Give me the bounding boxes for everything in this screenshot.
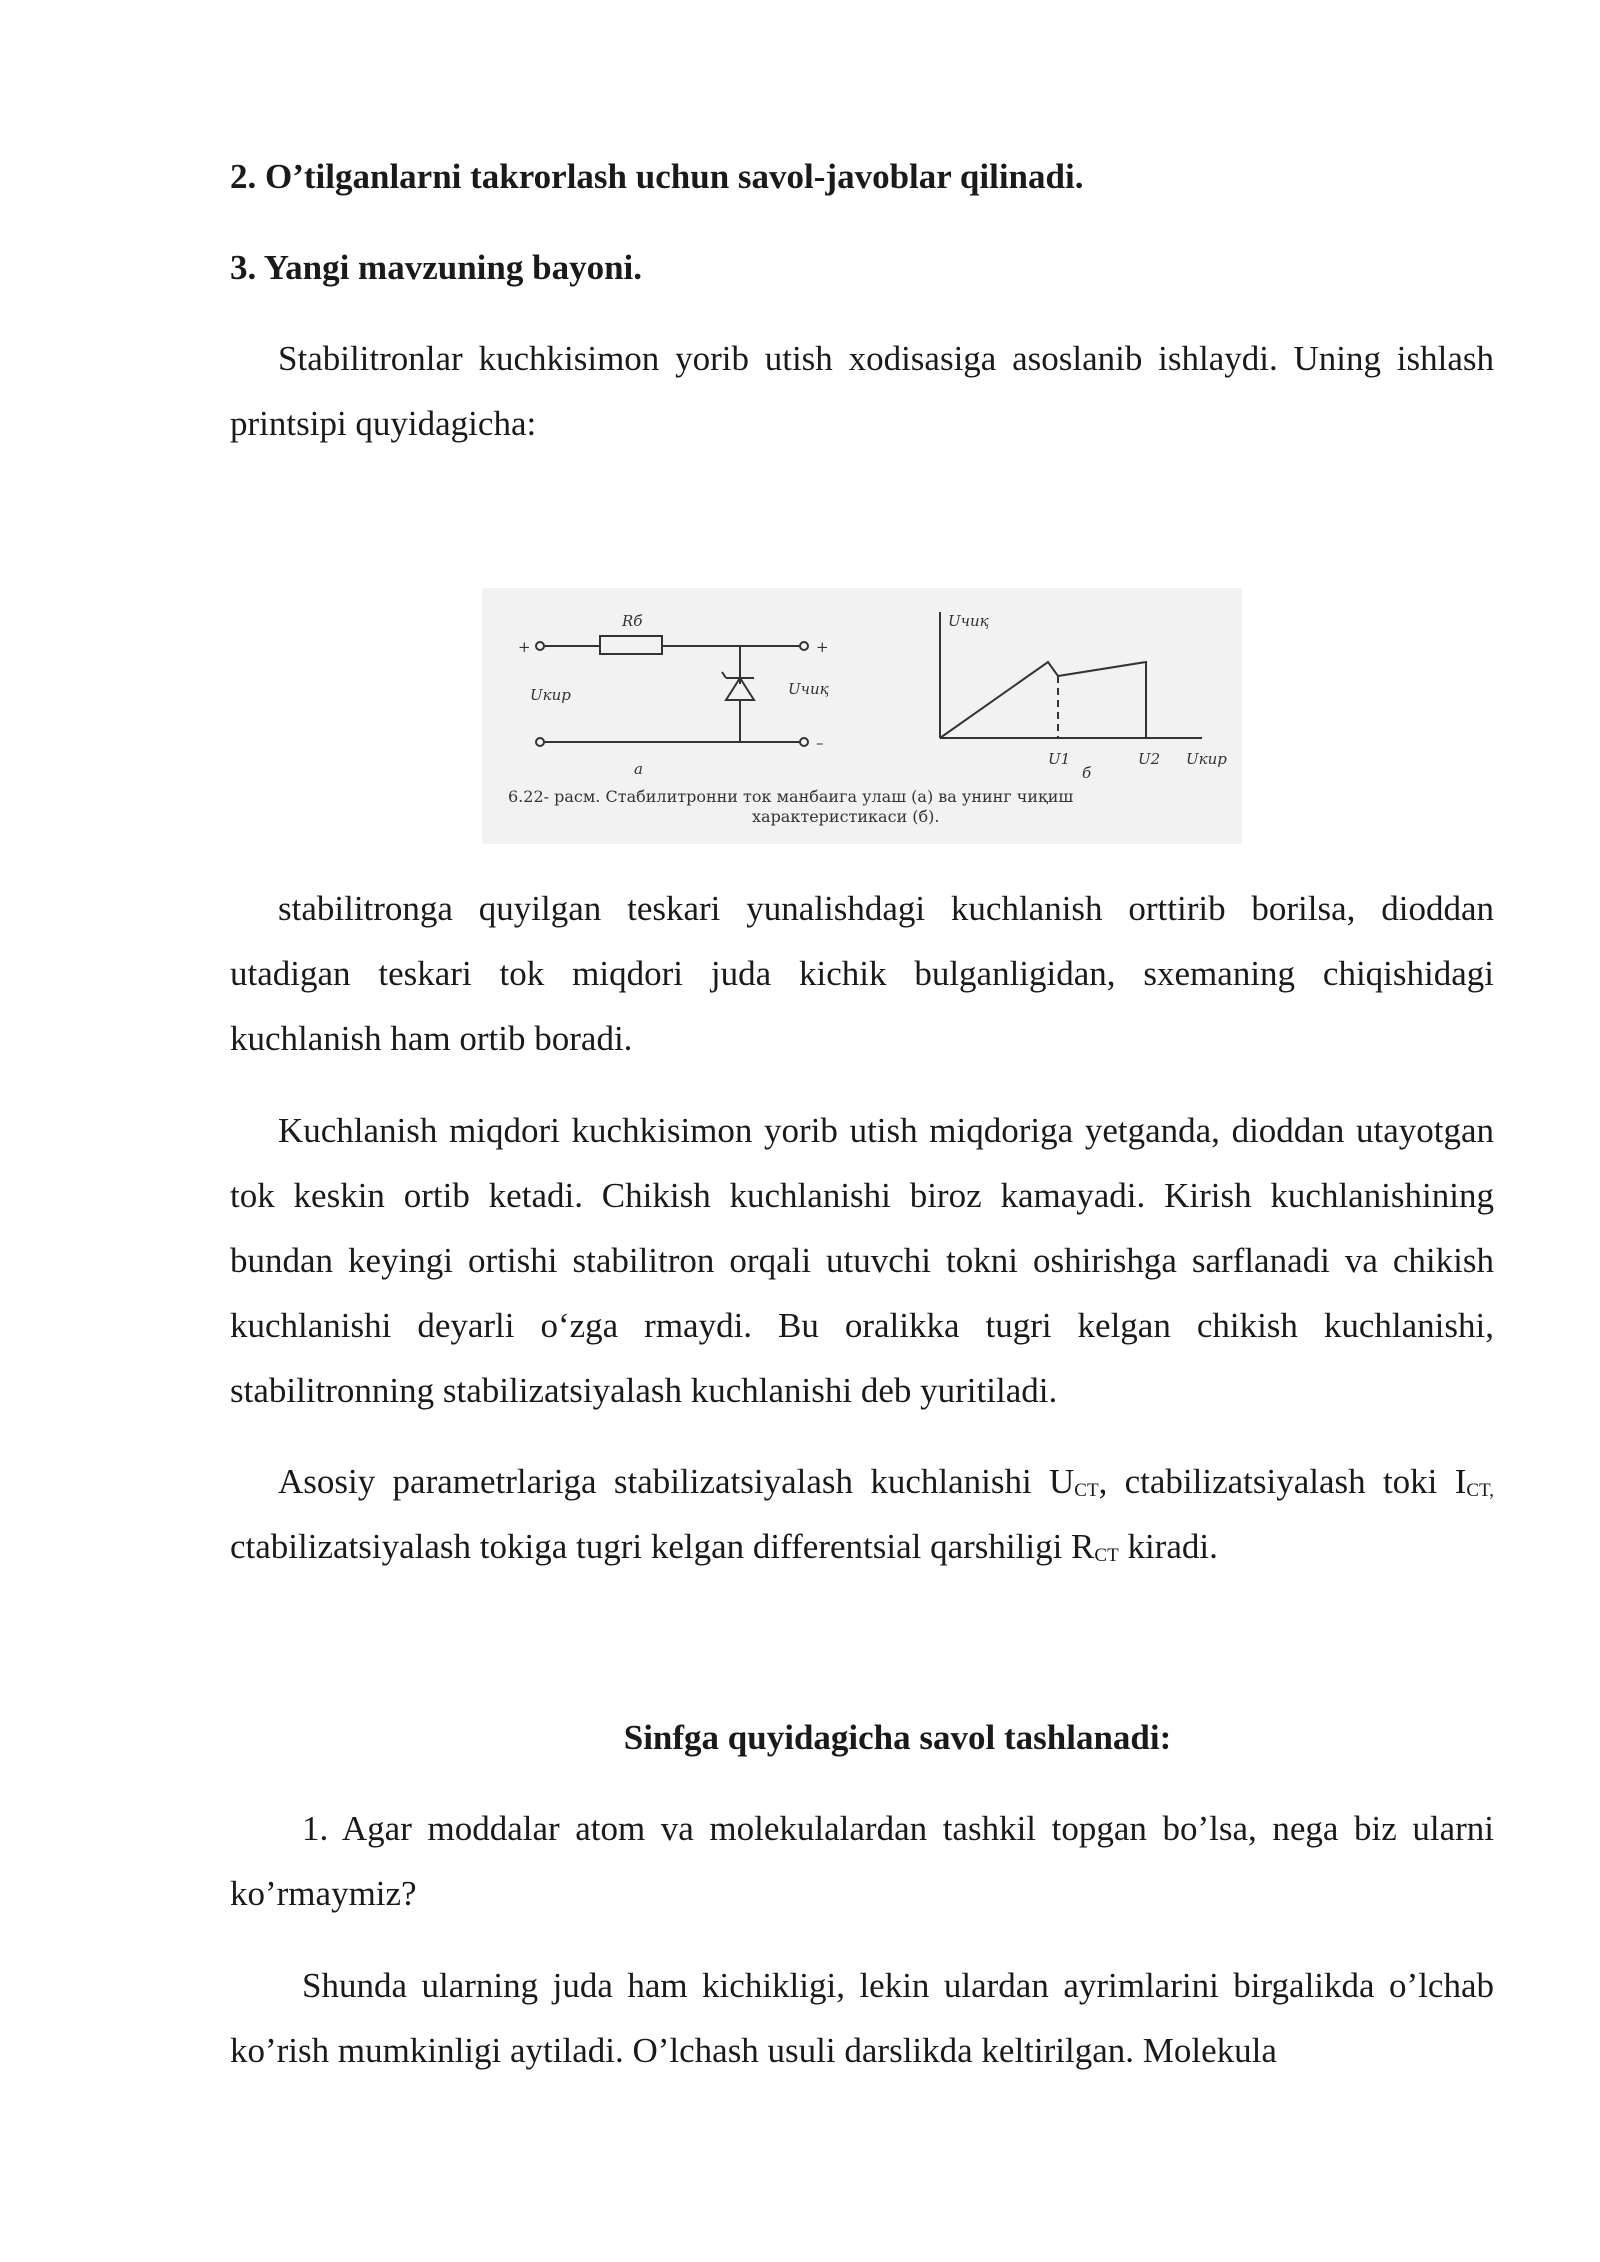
plus-right-label: + bbox=[816, 638, 829, 656]
paragraph-reverse-voltage: stabilitronga quyilgan teskari yunalishdagi kuchlanish orttirib borilsa, dioddan utadigan teskari tok miqdori juda kichik bulganligidan, sxemaning chiqishidagi kuchlanish ham ortib boradi. bbox=[230, 889, 1494, 1058]
input-terminal-bottom bbox=[536, 738, 544, 746]
paragraph-breakdown: Kuchlanish miqdori kuchkisimon yorib utish miqdoriga yetganda, dioddan utayotgan tok keskin ortib ketadi. Chikish kuchlanishi biroz kamayadi. Kirish kuchlanishining bundan keyingi ortishi stabilitron orqali utuvchi tokni oshirishga sarflanadi va chikish kuchlanishi deyarli o‘zga rmaydi. Bu oralikka tugri kelgan chikish kuchlanishi, stabilitronning stabilizatsiyalash kuchlanishi deb yuritiladi. bbox=[230, 1111, 1494, 1410]
zener-diagram bbox=[482, 588, 1242, 844]
heading-new-topic: 3. Yangi mavzuning bayoni. bbox=[230, 248, 643, 287]
output-characteristic-curve bbox=[940, 662, 1146, 738]
output-terminal-bottom bbox=[800, 738, 808, 746]
resistor-label: Rб bbox=[622, 612, 643, 630]
resistor-symbol bbox=[600, 636, 662, 654]
output-voltage-label: Uчиқ bbox=[788, 680, 829, 698]
output-terminal-top bbox=[800, 642, 808, 650]
u1-tick-label: U1 bbox=[1048, 750, 1071, 768]
plus-left-label: + bbox=[518, 638, 531, 656]
figure-caption-line2: характеристикаси (б). bbox=[752, 807, 940, 826]
subscript-ct-u: CT bbox=[1074, 1480, 1099, 1501]
subfigure-a-label: a bbox=[634, 760, 643, 778]
input-voltage-label: Uкир bbox=[530, 686, 571, 704]
subfigure-b-label: б bbox=[1082, 764, 1092, 782]
heading-review-questions: 2. O’tilganlarni takrorlash uchun savol-javoblar qilinadi. bbox=[230, 157, 1084, 196]
minus-right-label: – bbox=[816, 734, 824, 752]
paragraph-intro: Stabilitronlar kuchkisimon yorib utish xodisasiga asoslanib ishlaydi. Uning ishlash printsipi quyidagicha: bbox=[230, 339, 1494, 443]
u2-tick-label: U2 bbox=[1138, 750, 1161, 768]
zener-diagram-figure bbox=[482, 588, 1242, 844]
question-1: 1. Agar moddalar atom va molekulalardan tashkil topgan bo’lsa, nega biz ularni ko’rmaymiz? bbox=[230, 1809, 1494, 1913]
y-axis-label: Uчиқ bbox=[948, 612, 989, 630]
subscript-ct-r: CT bbox=[1094, 1545, 1119, 1566]
answer-1: Shunda ularning juda ham kichikligi, lekin ulardan ayrimlarini birgalikda o’lchab ko’rish mumkinligi aytiladi. O’lchash usuli darslikda keltirilgan. Molekula bbox=[230, 1966, 1494, 2070]
subscript-ct-i: CT, bbox=[1466, 1480, 1494, 1501]
figure-caption-line1: 6.22- расм. Стабилитронни ток манбаига улаш (а) ва унинг чиқиш bbox=[508, 787, 1074, 806]
x-axis-label: Uкир bbox=[1186, 750, 1227, 768]
section-title-class-question: Sinfga quyidagicha savol tashlanadi: bbox=[623, 1718, 1172, 1757]
input-terminal-top bbox=[536, 642, 544, 650]
paragraph-parameters: Asosiy parametrlariga stabilizatsiyalash kuchlanishi $U_{CT}$, ctabilizatsiyalash toki $I_{CT,}$ ctabilizatsiyalash tokiga tugri kelgan differentsial qarshiligi $R_{CT}$ kiradi. bbox=[230, 1462, 1494, 1566]
